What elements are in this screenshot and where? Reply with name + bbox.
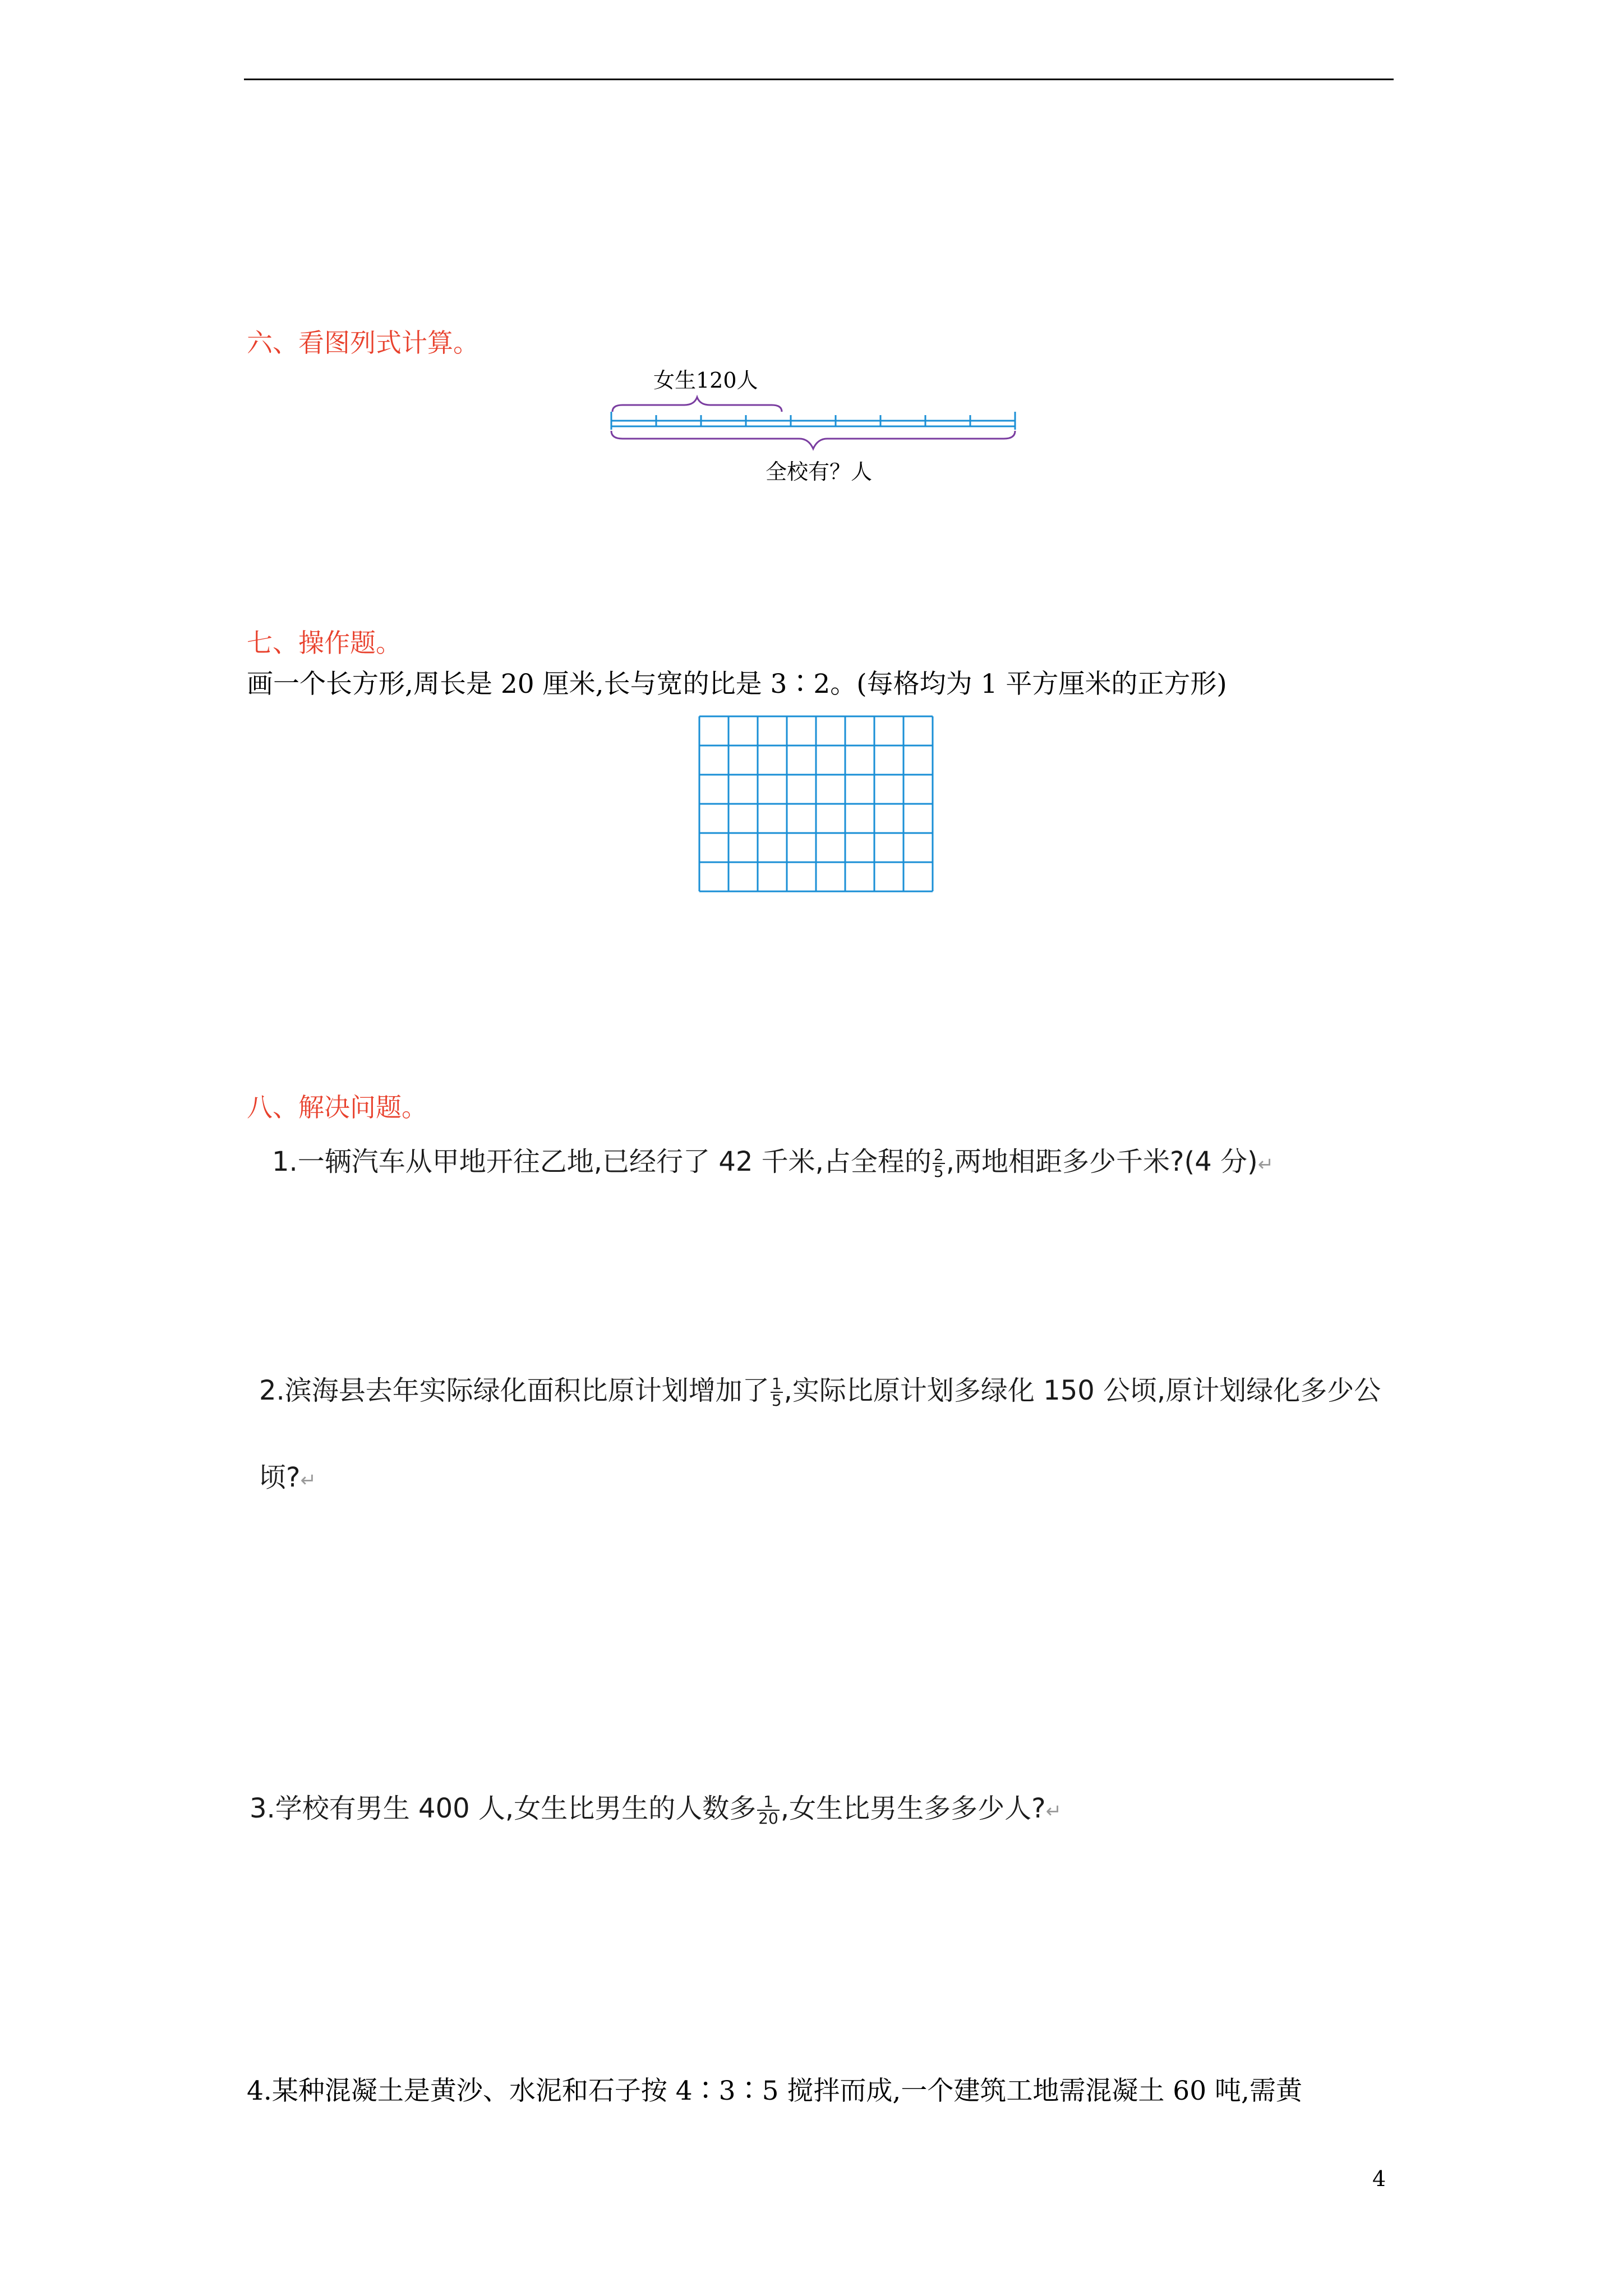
diagram-top-label: 女生120人 (653, 368, 758, 393)
q1-fraction (933, 1147, 945, 1180)
page-number: 4 (1372, 2166, 1386, 2191)
q1-denominator: 5 (933, 1162, 944, 1181)
q1-text-before: 1.一辆汽车从甲地开往乙地,已经行了 42 千米,占全程的 (272, 1146, 932, 1177)
q3-text-before: 3.学校有男生 400 人,女生比男生的人数多 (250, 1793, 757, 1824)
drawing-grid[interactable] (698, 715, 934, 894)
q3-text-after: ,女生比男生多多少人? (780, 1793, 1046, 1824)
question-2-line-2 (259, 1456, 316, 1494)
question-3 (250, 1787, 1062, 1826)
q2-fraction (771, 1376, 783, 1409)
diagram-bottom-label: 全校有？人 (766, 459, 873, 484)
q2-text-before: 2.滨海县去年实际绿化面积比原计划增加了 (259, 1375, 769, 1406)
top-brace (612, 397, 782, 412)
question-1 (272, 1140, 1274, 1180)
q2-denominator: 5 (771, 1391, 782, 1410)
question-4: 4.某种混凝土是黄沙、水泥和石子按 4∶3∶5 搅拌而成,一个建筑工地需混凝土 60 吨,需黄 (247, 2076, 1302, 2106)
q1-numerator: 2 (933, 1145, 944, 1164)
q2-line2-text: 顷? (259, 1462, 301, 1493)
bottom-brace (611, 431, 1015, 449)
return-mark: ↵ (1045, 1800, 1062, 1823)
section-6-title: 六、看图列式计算。 (247, 328, 479, 358)
return-mark: ↵ (300, 1469, 316, 1492)
section-7-instruction: 画一个长方形,周长是 20 厘米,长与宽的比是 3∶2。(每格均为 1 平方厘米的正方形) (247, 669, 1227, 700)
question-2 (259, 1369, 1381, 1409)
q2-numerator: 1 (771, 1374, 782, 1393)
q3-denominator: 20 (758, 1809, 778, 1828)
q1-text-after: ,两地相距多少千米?(4 分) (946, 1146, 1258, 1177)
q3-numerator: 1 (757, 1794, 780, 1811)
q2-text-after: ,实际比原计划多绿化 150 公顷,原计划绿化多少公 (783, 1375, 1381, 1406)
header-rule (244, 79, 1394, 80)
section-8-title: 八、解决问题。 (247, 1092, 427, 1122)
q3-fraction (757, 1794, 780, 1826)
line-segment-diagram (606, 393, 1021, 454)
section-7-title: 七、操作题。 (247, 628, 402, 658)
return-mark: ↵ (1257, 1153, 1274, 1176)
